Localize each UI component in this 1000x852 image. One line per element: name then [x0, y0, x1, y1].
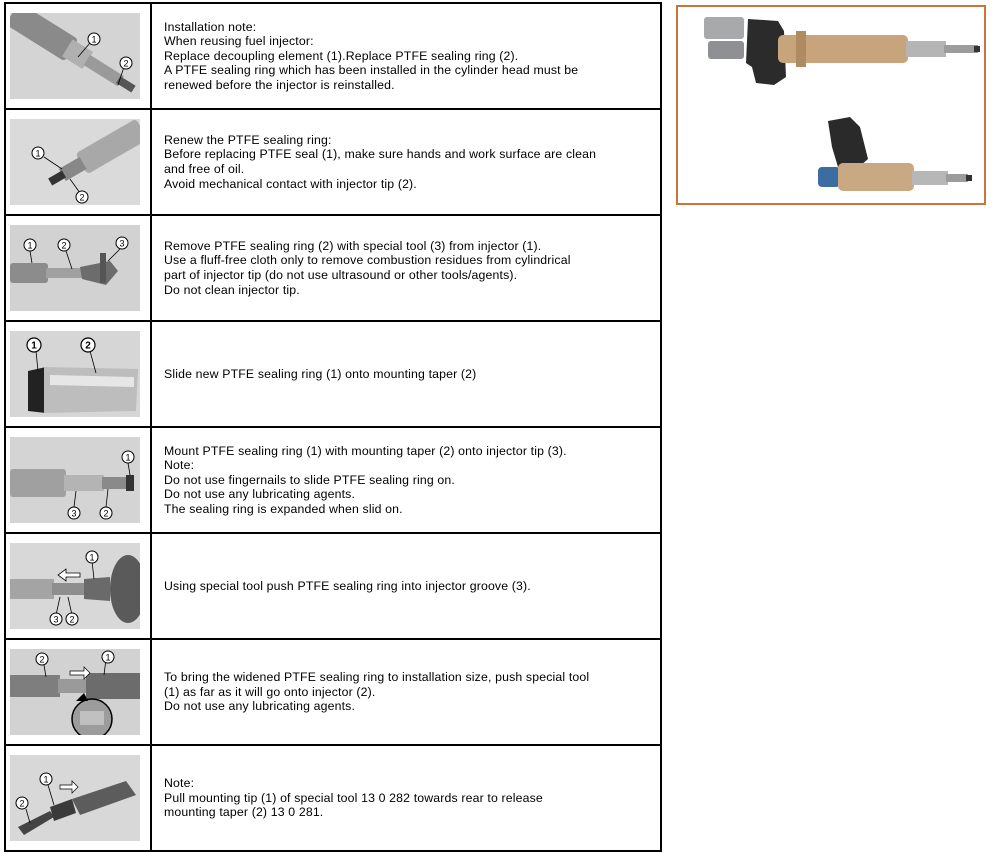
step-row	[5, 215, 661, 321]
step-illustration-cell	[5, 3, 151, 109]
step-text-line: Do not use any lubricating agents.	[164, 487, 356, 502]
injector-decoupling-illustration	[10, 13, 140, 99]
step-text-line: Do not clean injector tip.	[164, 282, 300, 297]
step-row	[5, 321, 661, 427]
callout-label: 1	[91, 34, 97, 45]
callout-label: 1	[43, 774, 49, 785]
step-text-line: Do not use any lubricating agents.	[164, 699, 356, 714]
step-text-line: When reusing fuel injector:	[164, 34, 314, 49]
step-text-line: Installation note:	[164, 19, 257, 34]
step-row	[5, 3, 661, 109]
fuel-injector-photo	[676, 5, 986, 205]
step-text-line: renewed before the injector is reinstalled.	[164, 77, 395, 92]
step-text-line: Use a fluff-free cloth only to remove combustion residues from cylindrical	[164, 253, 571, 268]
callout-label: 2	[123, 58, 129, 69]
step-illustration-cell	[5, 109, 151, 215]
callout-label: 2	[103, 508, 109, 519]
callout-label: 1	[89, 552, 95, 563]
step-text-cell	[151, 533, 661, 639]
step-text-line: and free of oil.	[164, 162, 245, 176]
step-row	[5, 745, 661, 851]
callout-label: 2	[61, 240, 67, 251]
step-row	[5, 109, 661, 215]
step-row	[5, 533, 661, 639]
callout-label: 2	[79, 192, 85, 203]
push-seal-illustration	[10, 543, 140, 629]
step-text-line: Note:	[164, 458, 195, 473]
seal-removal-tool-illustration	[10, 225, 140, 311]
step-text-line: The sealing ring is expanded when slid on.	[164, 501, 403, 516]
step-illustration-cell	[5, 745, 151, 851]
step-text-line: (1) as far as it will go onto injector (2).	[164, 684, 376, 699]
step-text-line: Pull mounting tip (1) of special tool 13 0 282 towards rear to release	[164, 790, 543, 805]
callout-label: 2	[19, 798, 25, 809]
step-text-line: A PTFE sealing ring which has been installed in the cylinder head must be	[164, 63, 579, 78]
step-row	[5, 639, 661, 745]
step-text-line: Mount PTFE sealing ring (1) with mounting taper (2) onto injector tip (3).	[164, 443, 567, 458]
step-row	[5, 427, 661, 533]
callout-label: 1	[31, 340, 37, 352]
seal-mounting-illustration	[10, 437, 140, 523]
step-text-line: Renew the PTFE sealing ring:	[164, 132, 332, 147]
step-text-cell	[151, 215, 661, 321]
step-text-line: Using special tool push PTFE sealing ring into injector groove (3).	[164, 578, 531, 593]
callout-label: 3	[53, 614, 59, 625]
step-text-cell	[151, 745, 661, 851]
mounting-taper-illustration	[10, 331, 140, 417]
fuel-injector-photo-image	[678, 7, 984, 203]
ptfe-seal-illustration	[10, 119, 140, 205]
callout-label: 1	[105, 652, 111, 663]
callout-label: 3	[71, 508, 77, 519]
step-text-line: part of injector tip (do not use ultrasound or other tools/agents).	[164, 268, 518, 282]
step-text-line: Note:	[164, 776, 195, 791]
callout-label: 1	[35, 148, 41, 159]
step-text-line: Slide new PTFE sealing ring (1) onto mounting taper (2)	[164, 366, 477, 381]
step-illustration-cell	[5, 321, 151, 427]
callout-label: 3	[119, 238, 125, 249]
step-text-line: Replace decoupling element (1).Replace PTFE sealing ring (2).	[164, 48, 519, 63]
instruction-table	[4, 2, 662, 852]
step-text-line: Do not use fingernails to slide PTFE sealing ring on.	[164, 472, 455, 487]
step-illustration-cell	[5, 533, 151, 639]
step-text-line: To bring the widened PTFE sealing ring to installation size, push special tool	[164, 670, 590, 685]
step-text-cell	[151, 427, 661, 533]
step-text-line: Avoid mechanical contact with injector tip (2).	[164, 176, 417, 191]
step-text-cell	[151, 321, 661, 427]
step-text-cell	[151, 639, 661, 745]
step-illustration-cell	[5, 639, 151, 745]
step-text-cell	[151, 109, 661, 215]
step-text-line: Remove PTFE sealing ring (2) with special tool (3) from injector (1).	[164, 238, 542, 253]
step-illustration-cell	[5, 427, 151, 533]
step-text-line: mounting taper (2) 13 0 281.	[164, 805, 324, 820]
callout-label: 2	[85, 340, 91, 352]
tool-release-illustration	[10, 755, 140, 841]
callout-label: 1	[125, 452, 131, 463]
step-text-cell	[151, 3, 661, 109]
callout-label: 1	[27, 240, 33, 251]
step-text-line: Before replacing PTFE seal (1), make sure hands and work surface are clean	[164, 147, 597, 162]
callout-label: 2	[69, 614, 75, 625]
step-illustration-cell	[5, 215, 151, 321]
seal-sizing-illustration	[10, 649, 140, 735]
callout-label: 2	[39, 654, 45, 665]
